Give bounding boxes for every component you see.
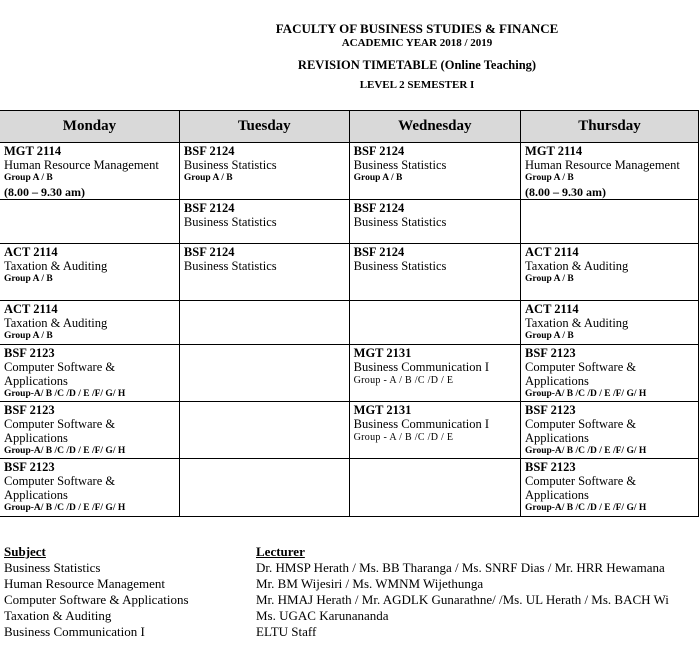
empty-slot <box>179 301 349 345</box>
class-slot <box>521 345 699 402</box>
lecturer-item: ELTU Staff <box>256 624 317 639</box>
group-label: Group-A/ B /C /D / E /F/ G/ H <box>4 446 126 456</box>
lecturer-item: Mr. HMAJ Herath / Mr. AGDLK Gunarathne/ /Ms. UL Herath / Ms. BACH Wi <box>256 592 669 607</box>
timeslot-row <box>0 301 699 345</box>
course-title: Computer Software & <box>525 474 637 488</box>
group-label: Group-A/ B /C /D / E /F/ G/ H <box>4 389 126 399</box>
course-code: BSF 2123 <box>4 403 55 417</box>
course-title: Computer Software & <box>4 360 116 374</box>
class-slot <box>179 200 349 244</box>
course-code: BSF 2124 <box>183 144 235 158</box>
lecturer-item: Ms. UGAC Karunananda <box>256 608 389 623</box>
course-code: BSF 2123 <box>4 346 55 360</box>
course-code: BSF 2124 <box>183 201 235 215</box>
course-code: BSF 2124 <box>353 245 405 259</box>
course-title: Computer Software & <box>4 417 116 431</box>
class-slot <box>349 402 520 459</box>
class-slot <box>0 143 179 200</box>
class-slot <box>349 345 520 402</box>
course-title: Human Resource Management <box>525 158 680 172</box>
group-label: Group-A/ B /C /D / E /F/ G/ H <box>4 503 126 513</box>
level-semester: LEVEL 2 SEMESTER I <box>359 79 475 91</box>
class-slot <box>521 301 699 345</box>
course-title: Computer Software & <box>525 360 637 374</box>
day-header: Wednesday <box>349 111 520 143</box>
course-code: BSF 2124 <box>353 144 405 158</box>
class-slot <box>0 402 179 459</box>
course-code: BSF 2123 <box>525 460 576 474</box>
course-title-cont: Applications <box>4 431 68 445</box>
class-slot <box>0 345 179 402</box>
course-code: BSF 2124 <box>183 245 235 259</box>
day-header: Monday <box>0 111 179 143</box>
class-slot <box>521 402 699 459</box>
course-title: Taxation & Auditing <box>4 316 108 330</box>
course-title: Computer Software & <box>4 474 116 488</box>
subject-item: Business Statistics <box>4 560 101 575</box>
timeslot-row <box>0 459 699 517</box>
time-label: (8.00 – 9.30 am) <box>525 185 607 199</box>
group-label: Group A / B <box>4 173 53 183</box>
group-label: Group-A/ B /C /D / E /F/ G/ H <box>525 503 647 513</box>
course-code: ACT 2114 <box>525 302 579 316</box>
group-label: Group A / B <box>353 173 403 183</box>
course-code: MGT 2114 <box>525 144 583 158</box>
subject-item: Human Resource Management <box>4 576 166 591</box>
course-title-cont: Applications <box>4 374 68 388</box>
timetable-title: REVISION TIMETABLE (Online Teaching) <box>297 58 537 72</box>
course-code: BSF 2123 <box>525 403 576 417</box>
course-code: ACT 2114 <box>525 245 579 259</box>
empty-slot <box>179 459 349 517</box>
faculty-title: FACULTY OF BUSINESS STUDIES & FINANCE <box>275 21 559 36</box>
lecturer-header: Lecturer <box>256 544 305 559</box>
empty-slot <box>521 200 699 244</box>
course-title: Business Communication I <box>353 360 490 374</box>
course-code: MGT 2131 <box>353 403 412 417</box>
timeslot-row <box>0 402 699 459</box>
group-label: Group-A/ B /C /D / E /F/ G/ H <box>525 446 647 456</box>
class-slot <box>179 143 349 200</box>
class-slot <box>0 459 179 517</box>
lecturer-item: Mr. BM Wijesiri / Ms. WMNM Wijethunga <box>256 576 484 591</box>
subject-item: Computer Software & Applications <box>4 592 189 607</box>
lecturer-legend <box>256 544 700 640</box>
empty-slot <box>349 459 520 517</box>
group-label: Group-A/ B /C /D / E /F/ G/ H <box>525 389 647 399</box>
course-code: ACT 2114 <box>4 245 58 259</box>
class-slot <box>521 143 699 200</box>
class-slot <box>349 244 520 301</box>
group-label: Group A / B <box>183 173 233 183</box>
course-title: Computer Software & <box>525 417 637 431</box>
subject-item: Business Communication I <box>4 624 145 639</box>
course-title: Taxation & Auditing <box>525 259 629 273</box>
course-title: Business Statistics <box>353 215 447 229</box>
timeslot-row <box>0 345 699 402</box>
subject-legend <box>4 544 189 640</box>
timeslot-row <box>0 200 699 244</box>
subject-header: Subject <box>4 544 46 559</box>
class-slot <box>521 244 699 301</box>
course-title-cont: Applications <box>525 374 589 388</box>
group-label: Group A / B <box>4 331 53 341</box>
group-label: Group - A / B /C /D / E <box>353 375 454 386</box>
course-title-cont: Applications <box>4 488 68 502</box>
group-label: Group - A / B /C /D / E <box>353 432 454 443</box>
subject-item: Taxation & Auditing <box>4 608 112 623</box>
class-slot <box>0 244 179 301</box>
course-title: Business Statistics <box>183 215 277 229</box>
empty-slot <box>0 200 179 244</box>
course-code: BSF 2124 <box>353 201 405 215</box>
course-title: Business Statistics <box>183 259 277 273</box>
day-header: Thursday <box>521 111 699 143</box>
course-code: MGT 2131 <box>353 346 412 360</box>
course-title: Taxation & Auditing <box>4 259 108 273</box>
timeslot-row <box>0 244 699 301</box>
course-title-cont: Applications <box>525 431 589 445</box>
timetable <box>0 110 699 517</box>
course-code: MGT 2114 <box>4 144 62 158</box>
course-title: Business Statistics <box>353 158 447 172</box>
course-title: Business Statistics <box>183 158 277 172</box>
class-slot <box>349 143 520 200</box>
course-code: ACT 2114 <box>4 302 58 316</box>
group-label: Group A / B <box>525 274 574 284</box>
time-label: (8.00 – 9.30 am) <box>4 185 85 199</box>
empty-slot <box>179 402 349 459</box>
empty-slot <box>349 301 520 345</box>
class-slot <box>349 200 520 244</box>
group-label: Group A / B <box>525 331 574 341</box>
group-label: Group A / B <box>525 173 574 183</box>
class-slot <box>0 301 179 345</box>
course-code: BSF 2123 <box>4 460 55 474</box>
class-slot <box>521 459 699 517</box>
course-title: Taxation & Auditing <box>525 316 629 330</box>
day-header-row <box>0 111 699 143</box>
timeslot-row <box>0 143 699 200</box>
day-header: Tuesday <box>179 111 349 143</box>
academic-year: ACADEMIC YEAR 2018 / 2019 <box>341 37 493 49</box>
course-title-cont: Applications <box>525 488 589 502</box>
course-code: BSF 2123 <box>525 346 576 360</box>
course-title: Human Resource Management <box>4 158 159 172</box>
lecturer-item: Dr. HMSP Herath / Ms. BB Tharanga / Ms. SNRF Dias / Mr. HRR Hewamana <box>256 560 665 575</box>
empty-slot <box>179 345 349 402</box>
course-title: Business Communication I <box>353 417 490 431</box>
group-label: Group A / B <box>4 274 53 284</box>
class-slot <box>179 244 349 301</box>
course-title: Business Statistics <box>353 259 447 273</box>
